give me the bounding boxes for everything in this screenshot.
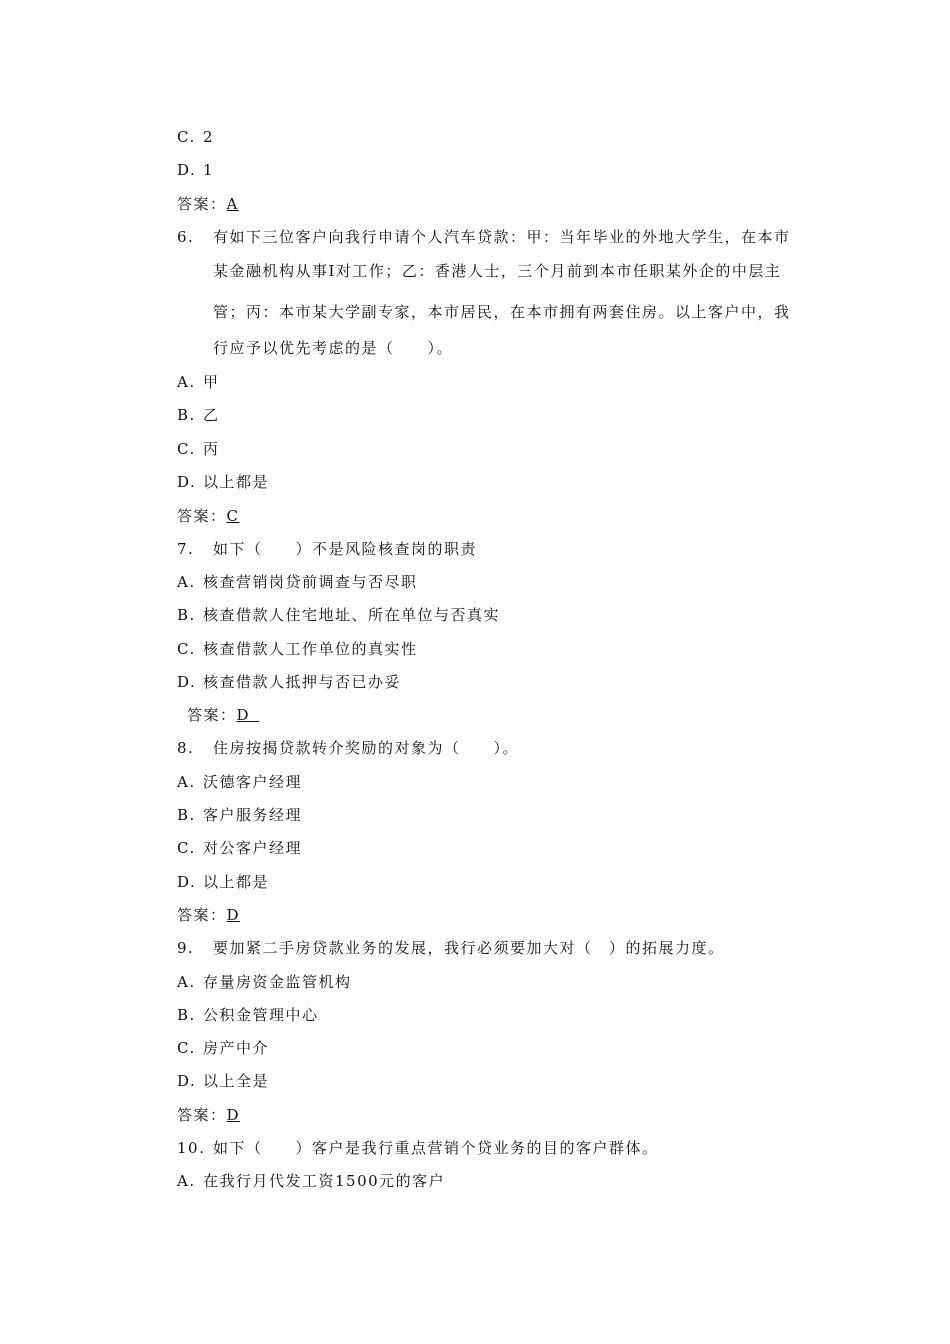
question-6-line-3: 管；丙：本市某大学副专家，本市居民，在本市拥有两套住房。以上客户中，我 <box>213 303 791 321</box>
answer-value: D <box>236 706 251 724</box>
option-key: A. <box>177 773 196 791</box>
option-b <box>177 1005 319 1025</box>
option-text: 核查借款人住宅地址、所在单位与否真实 <box>203 606 501 624</box>
answer-line <box>177 905 240 925</box>
option-a <box>177 372 220 392</box>
answer-label: 答案： <box>177 906 227 924</box>
answer-line <box>187 705 259 725</box>
answer-label: 答案： <box>177 195 227 213</box>
question-6 <box>177 227 791 247</box>
option-a <box>177 972 352 992</box>
answer-line <box>177 506 240 526</box>
question-number: 7. <box>177 540 195 558</box>
answer-value: C <box>226 507 240 525</box>
option-text: 甲 <box>203 373 220 391</box>
option-text: 核查营销岗贷前调查与否尽职 <box>203 573 418 591</box>
option-key: C. <box>177 640 196 658</box>
option-d <box>177 160 214 180</box>
option-key: C. <box>177 128 196 146</box>
option-key: C. <box>177 1039 196 1057</box>
option-d <box>177 472 269 492</box>
question-text: 要加紧二手房贷款业务的发展，我行必须要加大对（ ）的拓展力度。 <box>213 939 725 957</box>
option-c <box>177 439 220 459</box>
option-key: D. <box>177 873 197 891</box>
question-number: 8. <box>177 739 195 757</box>
option-text: 沃德客户经理 <box>203 773 303 791</box>
option-text: 客户服务经理 <box>203 806 303 824</box>
question-number: 10. <box>177 1139 206 1157</box>
answer-label: 答案： <box>177 507 227 525</box>
question-10 <box>177 1138 659 1158</box>
option-text: 以上都是 <box>203 473 270 491</box>
option-text: 对公客户经理 <box>203 839 303 857</box>
question-text: 如下（ ）客户是我行重点营销个贷业务的目的客户群体。 <box>213 1139 659 1157</box>
option-key: D. <box>177 673 197 691</box>
option-a <box>177 1171 445 1191</box>
option-text: 丙 <box>203 440 220 458</box>
option-a <box>177 772 302 792</box>
question-number: 6. <box>177 228 195 246</box>
option-c <box>177 838 302 858</box>
option-text: 以上全是 <box>203 1072 270 1090</box>
question-number: 9. <box>177 939 195 957</box>
option-key: D. <box>177 1072 197 1090</box>
option-key: D. <box>177 473 197 491</box>
answer-value: D <box>226 1106 241 1124</box>
question-8 <box>177 738 519 758</box>
question-7 <box>177 539 477 559</box>
option-b <box>177 405 220 425</box>
option-text: 以上都是 <box>203 873 270 891</box>
option-key: A. <box>177 973 196 991</box>
question-9 <box>177 938 725 958</box>
option-key: B. <box>177 606 196 624</box>
option-key: B. <box>177 1006 196 1024</box>
question-text-line: 有如下三位客户向我行申请个人汽车贷款：甲：当年毕业的外地大学生，在本市 <box>213 228 791 246</box>
option-text: 1 <box>203 161 215 179</box>
question-6-line-4: 行应予以优先考虑的是（ ）。 <box>213 339 454 357</box>
option-c <box>177 1038 269 1058</box>
option-text: 在我行月代发工资1500元的客户 <box>203 1172 446 1190</box>
option-d <box>177 872 269 892</box>
option-key: B. <box>177 406 196 424</box>
option-d <box>177 672 401 692</box>
option-text: 公积金管理中心 <box>203 1006 319 1024</box>
option-key: A. <box>177 373 196 391</box>
option-key: C. <box>177 839 196 857</box>
question-text: 如下（ ）不是风险核查岗的职责 <box>213 540 478 558</box>
answer-value: A <box>226 195 239 213</box>
option-b <box>177 805 302 825</box>
option-key: A. <box>177 573 196 591</box>
answer-value: D <box>226 906 241 924</box>
answer-label: 答案： <box>177 1106 227 1124</box>
option-key: D. <box>177 161 197 179</box>
question-text: 住房按揭贷款转介奖励的对象为（ ）。 <box>213 739 520 757</box>
answer-line <box>177 1105 240 1125</box>
option-b <box>177 605 500 625</box>
answer-label: 答案： <box>187 706 237 724</box>
question-6-line-2: 某金融机构从事Ⅰ对工作；乙：香港人士，三个月前到本市任职某外企的中层主 <box>213 262 782 280</box>
answer-line <box>177 194 239 214</box>
option-c <box>177 639 418 659</box>
option-text: 房产中介 <box>203 1039 270 1057</box>
option-text: 2 <box>203 128 215 146</box>
option-text: 核查借款人工作单位的真实性 <box>203 640 418 658</box>
option-text: 核查借款人抵押与否已办妥 <box>203 673 402 691</box>
option-key: B. <box>177 806 196 824</box>
option-text: 存量房资金监管机构 <box>203 973 352 991</box>
option-key: A. <box>177 1172 196 1190</box>
option-a <box>177 572 418 592</box>
option-d <box>177 1071 269 1091</box>
answer-underline-space <box>250 706 259 724</box>
option-key: C. <box>177 440 196 458</box>
option-c <box>177 127 214 147</box>
option-text: 乙 <box>203 406 220 424</box>
